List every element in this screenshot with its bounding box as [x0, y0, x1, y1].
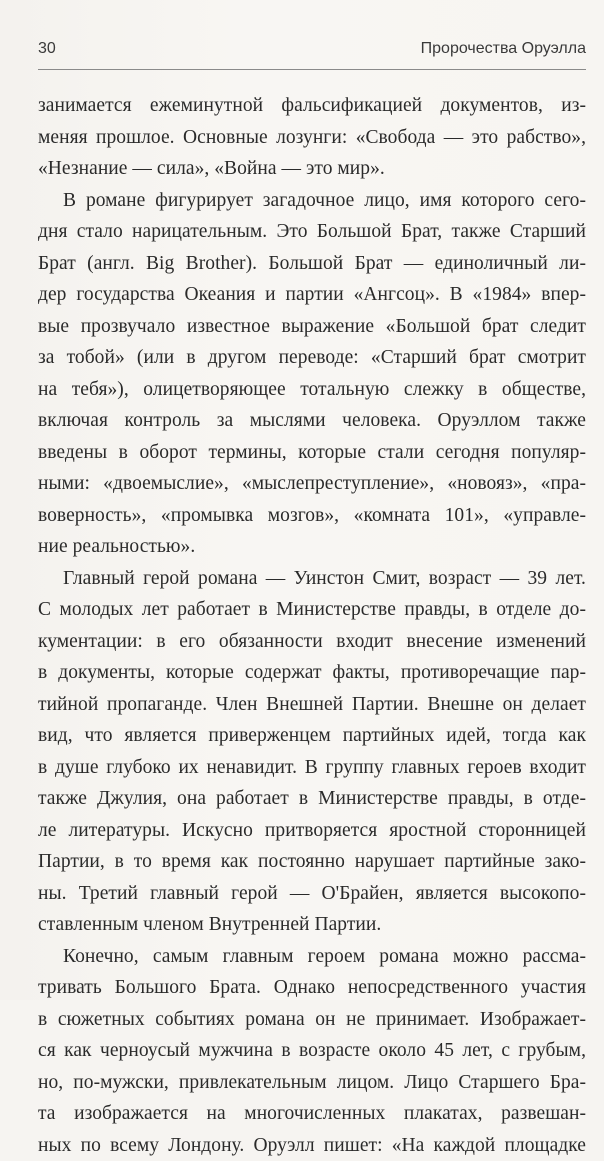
- body-text: [38, 90, 586, 1161]
- text-line: дер государства Океания и партии «Ангсоц». В «1984» впер-: [38, 279, 586, 311]
- text-line: дня стало нарицательным. Это Большой Брат, также Старший: [38, 216, 586, 248]
- text-line: введены в оборот термины, которые стали сегодня популяр-: [38, 437, 586, 469]
- text-line: ны. Третий главный герой — О'Брайен, является высокопо-: [38, 878, 586, 910]
- text-line: вид, что является приверженцем партийных идей, тогда как: [38, 720, 586, 752]
- text-line: тийной пропаганде. Член Внешней Партии. Внешне он делает: [38, 689, 586, 721]
- text-line: ле литературы. Искусно притворяется яростной сторонницей: [38, 815, 586, 847]
- text-line: меняя прошлое. Основные лозунги: «Свобода — это рабство»,: [38, 122, 586, 154]
- text-line: та изображается на многочисленных плакатах, развешан-: [38, 1098, 586, 1130]
- text-line: С молодых лет работает в Министерстве правды, в отделе до-: [38, 594, 586, 626]
- text-line: воверность», «промывка мозгов», «комната 101», «управле-: [38, 500, 586, 532]
- text-line: Конечно, самым главным героем романа можно рассма-: [38, 941, 586, 973]
- running-head: [38, 40, 586, 62]
- header-rule: [38, 69, 586, 70]
- text-line: ных по всему Лондону. Оруэлл пишет: «На каждой площадке: [38, 1130, 586, 1161]
- text-line: кументации: в его обязанности входит внесение изменений: [38, 626, 586, 658]
- text-line: ся как черноусый мужчина в возрасте около 45 лет, с грубым,: [38, 1035, 586, 1067]
- text-line: также Джулия, она работает в Министерстве правды, в отде-: [38, 783, 586, 815]
- text-line: В романе фигурирует загадочное лицо, имя которого сего-: [38, 185, 586, 217]
- page-number: 30: [38, 40, 56, 58]
- text-line: ными: «двоемыслие», «мыслепреступление», «новояз», «пра-: [38, 468, 586, 500]
- text-line: занимается ежеминутной фальсификацией документов, из-: [38, 90, 586, 122]
- text-line: за тобой» (или в другом переводе: «Старший брат смотрит: [38, 342, 586, 374]
- text-line: ставленным членом Внутренней Партии.: [38, 909, 586, 941]
- running-title: Пророчества Оруэлла: [421, 40, 586, 58]
- text-line: в документы, которые содержат факты, противоречащие пар-: [38, 657, 586, 689]
- text-line: в сюжетных событиях романа он не принимает. Изображает-: [38, 1004, 586, 1036]
- text-line: ние реальностью».: [38, 531, 586, 563]
- text-line: Партии, в то время как постоянно нарушает партийные зако-: [38, 846, 586, 878]
- text-line: «Незнание — сила», «Война — это мир».: [38, 153, 586, 185]
- text-line: в душе глубоко их ненавидит. В группу главных героев входит: [38, 752, 586, 784]
- text-line: на тебя»), олицетворяющее тотальную слежку в обществе,: [38, 374, 586, 406]
- text-line: включая контроль за мыслями человека. Оруэллом также: [38, 405, 586, 437]
- text-line: тривать Большого Брата. Однако непосредственного участия: [38, 972, 586, 1004]
- text-line: Главный герой романа — Уинстон Смит, возраст — 39 лет.: [38, 563, 586, 595]
- text-line: вые прозвучало известное выражение «Большой брат следит: [38, 311, 586, 343]
- text-line: Брат (англ. Big Brother). Большой Брат — единоличный ли-: [38, 248, 586, 280]
- text-line: но, по-мужски, привлекательным лицом. Лицо Старшего Бра-: [38, 1067, 586, 1099]
